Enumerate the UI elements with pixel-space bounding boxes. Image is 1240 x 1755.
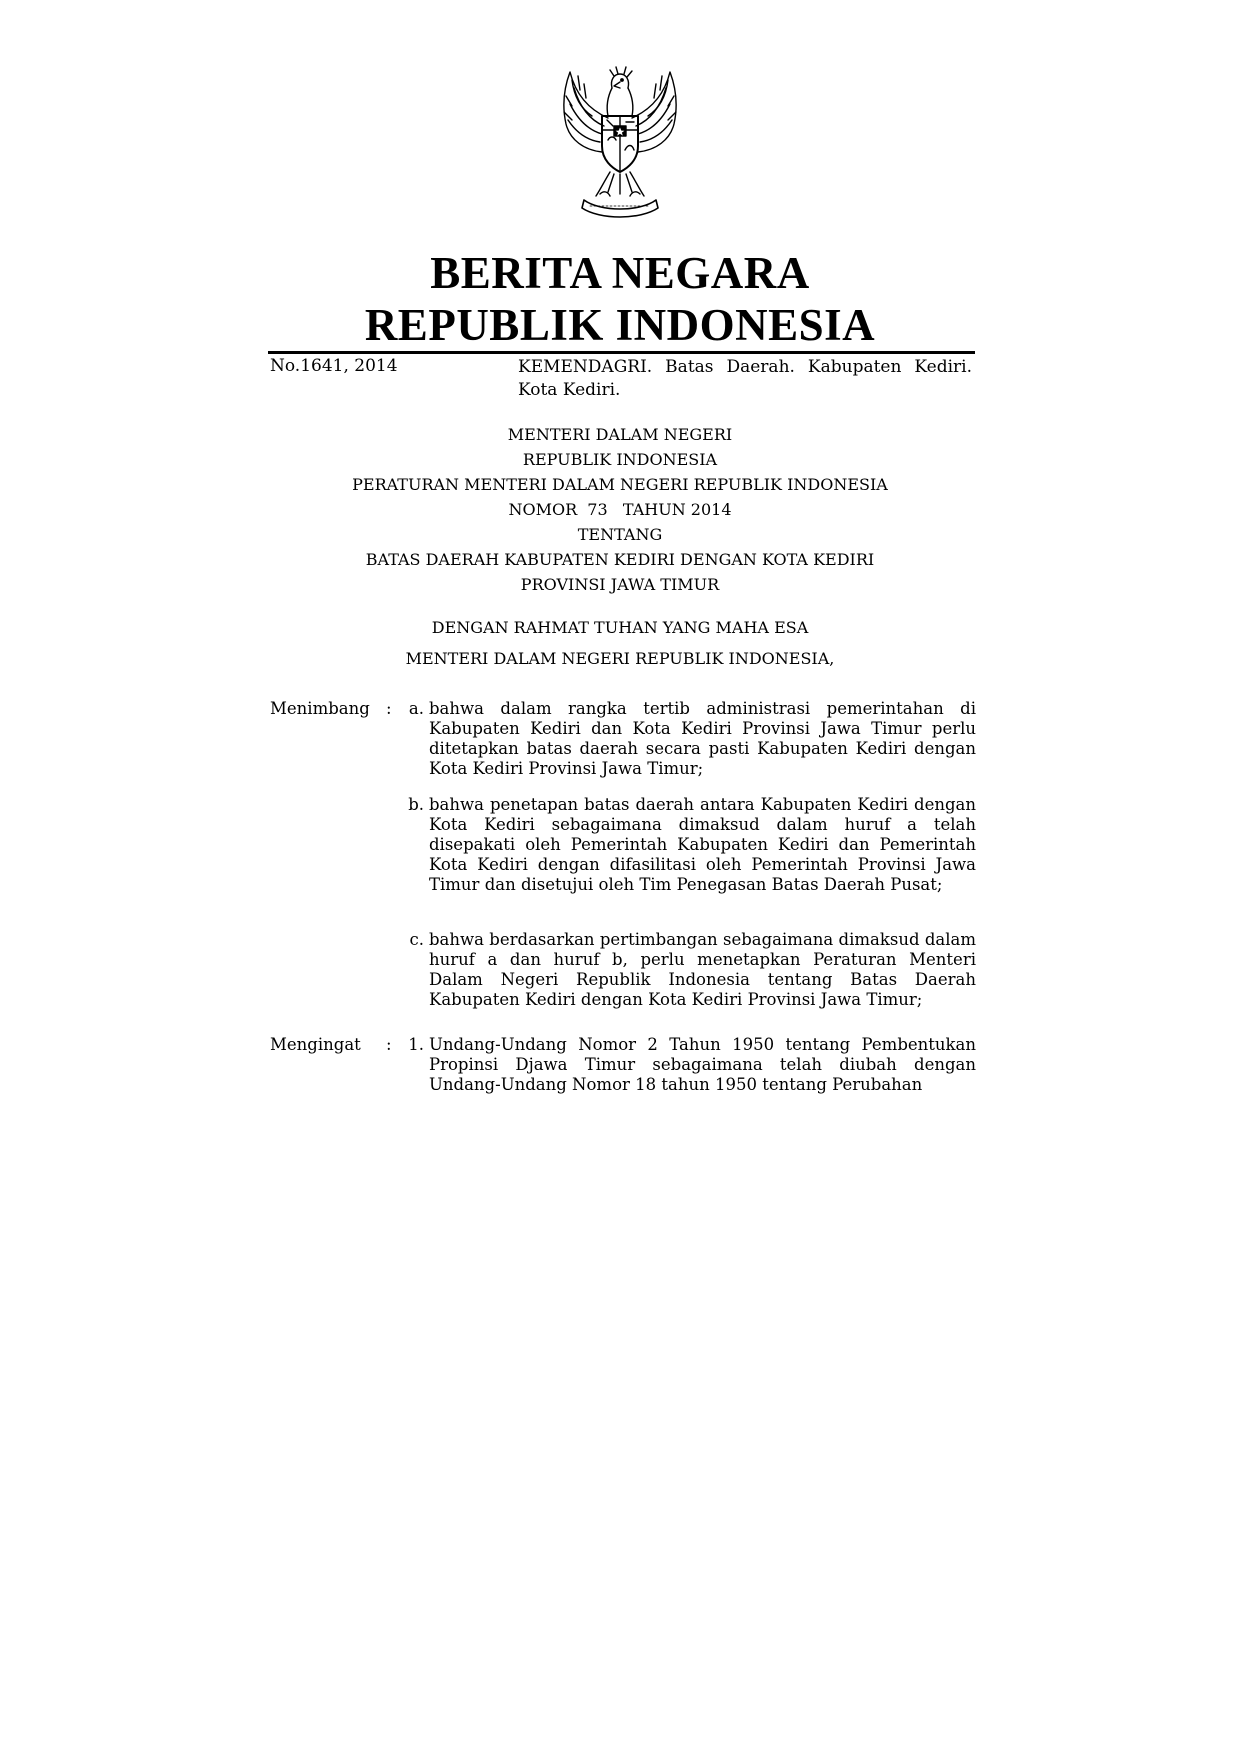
opening-line: MENTERI DALAM NEGERI REPUBLIK INDONESIA, [405,649,835,668]
section-colon: : [386,699,392,718]
opening-line: DENGAN RAHMAT TUHAN YANG MAHA ESA [431,618,809,637]
item-marker: 1. [408,1035,424,1054]
item-text: bahwa penetapan batas daerah antara Kabupaten Kediri dengan Kota Kediri sebagaimana dimaksud dalam huruf a telah disepakati oleh Pemerintah Kabupaten Kediri dan Pemerintah Kota Kediri dengan difasilitasi oleh Pemerintah Provinsi Jawa Timur dan disetujui oleh Tim Penegasan Batas Daerah Pusat; [429,795,976,894]
item-text: bahwa dalam rangka tertib administrasi pemerintahan di Kabupaten Kediri dan Kota Kediri Provinsi Jawa Timur perlu ditetapkan batas daerah secara pasti Kabupaten Kediri dengan Kota Kediri Provinsi Jawa Timur; [429,699,976,778]
item-marker: a. [408,699,424,718]
gazette-number: No.1641, 2014 [270,356,398,376]
regulation-heading [0,422,1240,597]
item-text: Undang-Undang Nomor 2 Tahun 1950 tentang Pembentukan Propinsi Djawa Timur sebagaimana telah diubah dengan Undang-Undang Nomor 18 tahun 1950 tentang Perubahan [429,1035,976,1094]
opening-formula [0,612,1240,674]
item-text: bahwa berdasarkan pertimbangan sebagaimana dimaksud dalam huruf a dan huruf b, perlu menetapkan Peraturan Menteri Dalam Negeri Republik Indonesia tentang Batas Daerah Kabupaten Kediri dengan Kota Kediri Provinsi Jawa Timur; [429,930,976,1009]
heading-line: PROVINSI JAWA TIMUR [520,575,720,594]
gazette-subject: KEMENDAGRI. Batas Daerah. Kabupaten Kediri. Kota Kediri. [518,357,972,400]
section-colon: : [386,1035,392,1054]
masthead-title: BERITA NEGARA [430,248,810,298]
masthead-subtitle: REPUBLIK INDONESIA [364,300,876,350]
item-marker: b. [408,795,424,814]
masthead-rule [268,351,975,354]
heading-line: PERATURAN MENTERI DALAM NEGERI REPUBLIK INDONESIA [352,475,888,494]
heading-line: REPUBLIK INDONESIA [522,450,718,469]
heading-line: MENTERI DALAM NEGERI [507,425,733,444]
item-marker: c. [409,930,424,949]
section-label: Menimbang [270,699,370,718]
heading-line: BATAS DAERAH KABUPATEN KEDIRI DENGAN KOTA KEDIRI [365,550,875,569]
garuda-emblem-icon [550,66,690,220]
heading-line: TENTANG [577,525,663,544]
section-label: Mengingat [270,1035,361,1054]
heading-line: NOMOR 73 TAHUN 2014 [508,500,732,519]
